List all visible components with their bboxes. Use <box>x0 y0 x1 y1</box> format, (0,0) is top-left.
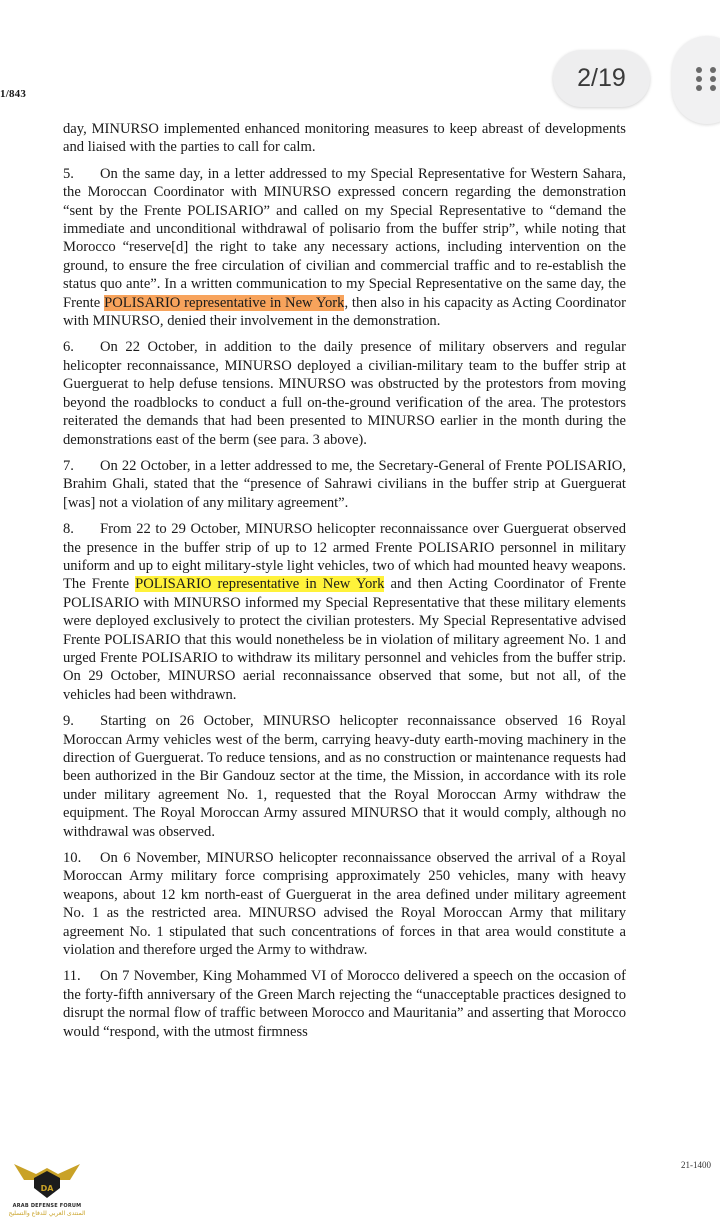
paragraph-5 <box>63 165 626 331</box>
paragraph-6 <box>63 338 626 448</box>
paragraph-7 <box>63 457 626 512</box>
paragraph-number: 9. <box>63 713 74 730</box>
document-body <box>63 120 626 1049</box>
paragraph-text: On 22 October, in a letter addressed to me, the Secretary-General of Frente POLISARIO, Brahim Ghali, stated that the “presence of Sahrawi civilians in the buffer strip at Guerguerat [was] not a violation of any military agreement”. <box>63 457 626 511</box>
more-dots-icon <box>696 67 720 93</box>
paragraph-text: and then Acting Coordinator of Frente POLISARIO with MINURSO informed my Special Representative that these military elements were deployed exclusively to protect the civilian protesters. My Special Representative advised Frente POLISARIO that this would nonetheless be in violation of military agreement No. 1 and urged Frente POLISARIO to withdraw its military personnel and vehicles from the buffer strip. On 29 October, MINURSO aerial reconnaissance observed that some, but not all, of the vehicles had been withdrawn. <box>63 576 626 703</box>
paragraph-text: Starting on 26 October, MINURSO helicopter reconnaissance observed 16 Royal Moroccan Army vehicles west of the berm, carrying heavy-duty earth-moving machinery in the direction of Guerguerat. To reduce tensions, and as no construction or maintenance requests had been authorized in the Bir Gandouz sector at the time, the Mission, in accordance with its role under military agreement No. 1, requested that the Royal Moroccan Army withdraw the equipment. The Royal Moroccan Army assured MINURSO that it would comply, although no withdrawal was observed. <box>63 713 626 840</box>
paragraph-number: 7. <box>63 457 74 474</box>
paragraph-number: 6. <box>63 339 74 356</box>
highlighted-text[interactable]: POLISARIO representative in New York <box>104 294 345 311</box>
page-indicator[interactable] <box>553 50 650 107</box>
paragraph-number: 5. <box>63 165 74 182</box>
paragraph-11 <box>63 967 626 1041</box>
paragraph-text: day, MINURSO implemented enhanced monitoring measures to keep abreast of developments and liaised with the parties to call for calm. <box>63 121 626 156</box>
document-code: 1/843 <box>0 88 27 100</box>
paragraph-8 <box>63 520 626 704</box>
paragraph-text: From 22 to 29 October, MINURSO helicopter reconnaissance over Guerguerat observed the presence in the buffer strip of up to 12 armed Frente POLISARIO personnel in military uniform and up to eight military-style light vehicles, two of which had mounted heavy weapons. The Frente <box>63 521 626 593</box>
paragraph-9 <box>63 712 626 841</box>
paragraph-text: On 7 November, King Mohammed VI of Morocco delivered a speech on the occasion of the forty-fifth anniversary of the Green March rejecting the “unacceptable practices designed to disrupt the normal flow of traffic between Morocco and Mauritania” and asserting that Morocco would “respond, with the utmost firmness <box>63 968 626 1040</box>
highlighted-text[interactable]: POLISARIO representative in New York <box>135 576 385 593</box>
paragraph-text: On 22 October, in addition to the daily presence of military observers and regular helicopter reconnaissance, MINURSO deployed a civilian-military team to the buffer strip at Guerguerat to help defuse tensions. MINURSO was obstructed by the protestors from moving beyond the roadblocks to conduct a full on-the-ground verification of the area. The protestors reiterated the demands that had been presented to MINURSO earlier in the month during the demonstrations east of the berm (see para. 3 above). <box>63 339 626 448</box>
logo-text: DA <box>40 1184 54 1193</box>
watermark-arabic: المنتدى العربي للدفاع والتسليح <box>8 1210 86 1217</box>
watermark-logo <box>4 1158 90 1224</box>
paragraph-continuation <box>63 120 626 157</box>
paragraph-10 <box>63 849 626 959</box>
document-number-footer: 21-1400 <box>681 1160 711 1170</box>
paragraph-number: 10. <box>63 850 82 867</box>
paragraph-number: 11. <box>63 968 81 985</box>
watermark-name: ARAB DEFENSE FORUM <box>12 1203 82 1209</box>
paragraph-number: 8. <box>63 521 74 538</box>
paragraph-text: , then also in his capacity as Acting Coordinator with MINURSO, denied their involvement in the demonstration. <box>63 294 626 330</box>
menu-button[interactable] <box>672 36 720 124</box>
paragraph-text: On 6 November, MINURSO helicopter reconnaissance observed the arrival of a Royal Moroccan Army military force comprising approximately 250 vehicles, many with heavy weapons, about 12 km north-east of Guerguerat in the area defined under military agreement No. 1 as the restricted area. MINURSO advised the Royal Moroccan Army that military agreement No. 1 stipulated that such concentrations of forces in that area would constitute a violation and therefore urged the Army to withdraw. <box>63 850 626 959</box>
paragraph-text: On the same day, in a letter addressed to my Special Representative for Western Sahara, the Moroccan Coordinator with MINURSO expressed concern regarding the demonstration “sent by the Frente POLISARIO” and called on my Special Representative to “demand the immediate and unconditional withdrawal of polisario from the buffer strip”, while noting that Morocco “reserve[d] the right to take any necessary actions, including intervention on the ground, to ensure the free circulation of civilian and commercial traffic and to re-establish the status quo ante”. In a written communication to my Special Representative on the same day, the Frente <box>63 165 626 311</box>
page-indicator-label: 2/19 <box>577 64 626 92</box>
eagle-shield-icon <box>12 1158 82 1202</box>
